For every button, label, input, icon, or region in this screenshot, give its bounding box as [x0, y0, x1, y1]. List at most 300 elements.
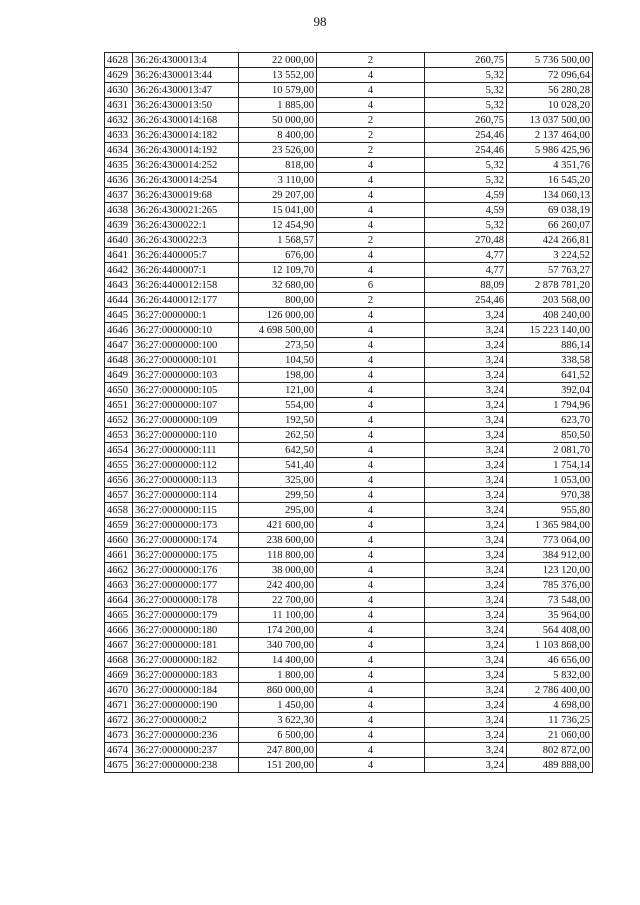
area-cell: 22 000,00	[239, 53, 317, 68]
rate-cell: 88,09	[425, 278, 507, 293]
rate-cell: 3,24	[425, 728, 507, 743]
rate-cell: 5,32	[425, 173, 507, 188]
group-cell: 4	[317, 413, 425, 428]
area-cell: 174 200,00	[239, 623, 317, 638]
cadastral-number-cell: 36:27:0000000:107	[133, 398, 239, 413]
group-cell: 2	[317, 233, 425, 248]
table-row	[105, 488, 593, 503]
rate-cell: 3,24	[425, 758, 507, 773]
row-number-cell: 4635	[105, 158, 133, 173]
cadastral-number-cell: 36:26:4300013:44	[133, 68, 239, 83]
rate-cell: 5,32	[425, 68, 507, 83]
area-cell: 242 400,00	[239, 578, 317, 593]
row-number-cell: 4657	[105, 488, 133, 503]
table-row	[105, 533, 593, 548]
cadastral-number-cell: 36:26:4400012:177	[133, 293, 239, 308]
row-number-cell: 4643	[105, 278, 133, 293]
cadastral-number-cell: 36:27:0000000:178	[133, 593, 239, 608]
rate-cell: 254,46	[425, 128, 507, 143]
cadastral-number-cell: 36:27:0000000:181	[133, 638, 239, 653]
table-row	[105, 293, 593, 308]
value-cell: 134 060,13	[507, 188, 593, 203]
cadastral-number-cell: 36:27:0000000:110	[133, 428, 239, 443]
rate-cell: 3,24	[425, 668, 507, 683]
cadastral-number-cell: 36:27:0000000:115	[133, 503, 239, 518]
area-cell: 554,00	[239, 398, 317, 413]
area-cell: 12 109,70	[239, 263, 317, 278]
rate-cell: 260,75	[425, 53, 507, 68]
cadastral-number-cell: 36:26:4400005:7	[133, 248, 239, 263]
area-cell: 1 885,00	[239, 98, 317, 113]
table-row	[105, 218, 593, 233]
rate-cell: 3,24	[425, 338, 507, 353]
rate-cell: 3,24	[425, 353, 507, 368]
group-cell: 4	[317, 158, 425, 173]
value-cell: 623,70	[507, 413, 593, 428]
cadastral-number-cell: 36:27:0000000:236	[133, 728, 239, 743]
area-cell: 15 041,00	[239, 203, 317, 218]
row-number-cell: 4645	[105, 308, 133, 323]
cadastral-number-cell: 36:26:4300014:254	[133, 173, 239, 188]
cadastral-number-cell: 36:27:0000000:2	[133, 713, 239, 728]
rate-cell: 3,24	[425, 548, 507, 563]
value-cell: 2 081,70	[507, 443, 593, 458]
group-cell: 4	[317, 398, 425, 413]
value-cell: 13 037 500,00	[507, 113, 593, 128]
area-cell: 818,00	[239, 158, 317, 173]
row-number-cell: 4674	[105, 743, 133, 758]
value-cell: 850,50	[507, 428, 593, 443]
table-row	[105, 398, 593, 413]
value-cell: 16 545,20	[507, 173, 593, 188]
cadastral-number-cell: 36:26:4300013:4	[133, 53, 239, 68]
row-number-cell: 4665	[105, 608, 133, 623]
value-cell: 5 832,00	[507, 668, 593, 683]
group-cell: 4	[317, 743, 425, 758]
rate-cell: 5,32	[425, 218, 507, 233]
cadastral-number-cell: 36:27:0000000:238	[133, 758, 239, 773]
rate-cell: 3,24	[425, 428, 507, 443]
cadastral-number-cell: 36:26:4300021:265	[133, 203, 239, 218]
row-number-cell: 4629	[105, 68, 133, 83]
table-row	[105, 83, 593, 98]
row-number-cell: 4646	[105, 323, 133, 338]
value-cell: 5 986 425,96	[507, 143, 593, 158]
area-cell: 126 000,00	[239, 308, 317, 323]
cadastral-number-cell: 36:26:4400012:158	[133, 278, 239, 293]
table-row	[105, 608, 593, 623]
area-cell: 325,00	[239, 473, 317, 488]
value-cell: 384 912,00	[507, 548, 593, 563]
area-cell: 860 000,00	[239, 683, 317, 698]
table-row	[105, 623, 593, 638]
cadastral-number-cell: 36:27:0000000:113	[133, 473, 239, 488]
area-cell: 295,00	[239, 503, 317, 518]
group-cell: 4	[317, 503, 425, 518]
value-cell: 72 096,64	[507, 68, 593, 83]
rate-cell: 3,24	[425, 578, 507, 593]
area-cell: 121,00	[239, 383, 317, 398]
row-number-cell: 4640	[105, 233, 133, 248]
table-row	[105, 113, 593, 128]
value-cell: 15 223 140,00	[507, 323, 593, 338]
cadastral-number-cell: 36:27:0000000:100	[133, 338, 239, 353]
table-row	[105, 728, 593, 743]
row-number-cell: 4675	[105, 758, 133, 773]
area-cell: 192,50	[239, 413, 317, 428]
area-cell: 3 622,30	[239, 713, 317, 728]
row-number-cell: 4649	[105, 368, 133, 383]
value-cell: 886,14	[507, 338, 593, 353]
group-cell: 4	[317, 218, 425, 233]
cadastral-number-cell: 36:27:0000000:174	[133, 533, 239, 548]
cadastral-number-cell: 36:27:0000000:105	[133, 383, 239, 398]
row-number-cell: 4669	[105, 668, 133, 683]
table-row	[105, 743, 593, 758]
row-number-cell: 4631	[105, 98, 133, 113]
value-cell: 5 736 500,00	[507, 53, 593, 68]
group-cell: 4	[317, 443, 425, 458]
group-cell: 4	[317, 728, 425, 743]
value-cell: 1 365 984,00	[507, 518, 593, 533]
row-number-cell: 4672	[105, 713, 133, 728]
cadastral-number-cell: 36:26:4300013:50	[133, 98, 239, 113]
group-cell: 2	[317, 113, 425, 128]
group-cell: 4	[317, 563, 425, 578]
rate-cell: 3,24	[425, 593, 507, 608]
table-row	[105, 668, 593, 683]
row-number-cell: 4650	[105, 383, 133, 398]
value-cell: 4 351,76	[507, 158, 593, 173]
row-number-cell: 4634	[105, 143, 133, 158]
area-cell: 3 110,00	[239, 173, 317, 188]
row-number-cell: 4671	[105, 698, 133, 713]
row-number-cell: 4632	[105, 113, 133, 128]
area-cell: 262,50	[239, 428, 317, 443]
area-cell: 238 600,00	[239, 533, 317, 548]
rate-cell: 3,24	[425, 698, 507, 713]
cadastral-number-cell: 36:27:0000000:175	[133, 548, 239, 563]
table-row	[105, 173, 593, 188]
value-cell: 2 137 464,00	[507, 128, 593, 143]
area-cell: 273,50	[239, 338, 317, 353]
table-row	[105, 278, 593, 293]
area-cell: 12 454,90	[239, 218, 317, 233]
row-number-cell: 4636	[105, 173, 133, 188]
value-cell: 3 224,52	[507, 248, 593, 263]
value-cell: 46 656,00	[507, 653, 593, 668]
group-cell: 4	[317, 578, 425, 593]
group-cell: 2	[317, 53, 425, 68]
cadastral-number-cell: 36:26:4300014:168	[133, 113, 239, 128]
table-row	[105, 203, 593, 218]
rate-cell: 3,24	[425, 518, 507, 533]
group-cell: 4	[317, 473, 425, 488]
area-cell: 23 526,00	[239, 143, 317, 158]
value-cell: 1 053,00	[507, 473, 593, 488]
row-number-cell: 4648	[105, 353, 133, 368]
area-cell: 38 000,00	[239, 563, 317, 578]
group-cell: 4	[317, 353, 425, 368]
row-number-cell: 4642	[105, 263, 133, 278]
cadastral-number-cell: 36:27:0000000:103	[133, 368, 239, 383]
rate-cell: 3,24	[425, 383, 507, 398]
rate-cell: 5,32	[425, 83, 507, 98]
value-cell: 773 064,00	[507, 533, 593, 548]
group-cell: 4	[317, 248, 425, 263]
area-cell: 29 207,00	[239, 188, 317, 203]
table-row	[105, 638, 593, 653]
table-row	[105, 698, 593, 713]
table-row	[105, 458, 593, 473]
group-cell: 4	[317, 638, 425, 653]
rate-cell: 3,24	[425, 413, 507, 428]
table-row	[105, 653, 593, 668]
row-number-cell: 4667	[105, 638, 133, 653]
row-number-cell: 4658	[105, 503, 133, 518]
cadastral-number-cell: 36:27:0000000:112	[133, 458, 239, 473]
table-row	[105, 758, 593, 773]
rate-cell: 3,24	[425, 653, 507, 668]
value-cell: 73 548,00	[507, 593, 593, 608]
group-cell: 4	[317, 623, 425, 638]
cadastral-number-cell: 36:27:0000000:10	[133, 323, 239, 338]
row-number-cell: 4666	[105, 623, 133, 638]
cadastral-number-cell: 36:26:4300022:3	[133, 233, 239, 248]
rate-cell: 260,75	[425, 113, 507, 128]
rate-cell: 4,77	[425, 263, 507, 278]
group-cell: 4	[317, 758, 425, 773]
page-number: 98	[313, 14, 327, 29]
table-row	[105, 338, 593, 353]
group-cell: 4	[317, 188, 425, 203]
area-cell: 13 552,00	[239, 68, 317, 83]
area-cell: 11 100,00	[239, 608, 317, 623]
rate-cell: 3,24	[425, 473, 507, 488]
table-row	[105, 473, 593, 488]
rate-cell: 3,24	[425, 323, 507, 338]
cadastral-number-cell: 36:26:4300019:68	[133, 188, 239, 203]
value-cell: 35 964,00	[507, 608, 593, 623]
group-cell: 4	[317, 308, 425, 323]
table-row	[105, 353, 593, 368]
row-number-cell: 4628	[105, 53, 133, 68]
table-row	[105, 233, 593, 248]
value-cell: 564 408,00	[507, 623, 593, 638]
table-row	[105, 263, 593, 278]
cadastral-number-cell: 36:27:0000000:101	[133, 353, 239, 368]
area-cell: 1 568,57	[239, 233, 317, 248]
area-cell: 32 680,00	[239, 278, 317, 293]
value-cell: 2 878 781,20	[507, 278, 593, 293]
group-cell: 4	[317, 323, 425, 338]
table-row	[105, 593, 593, 608]
area-cell: 642,50	[239, 443, 317, 458]
row-number-cell: 4633	[105, 128, 133, 143]
area-cell: 676,00	[239, 248, 317, 263]
cadastral-number-cell: 36:26:4300014:192	[133, 143, 239, 158]
row-number-cell: 4641	[105, 248, 133, 263]
cadastral-number-cell: 36:26:4300014:252	[133, 158, 239, 173]
row-number-cell: 4644	[105, 293, 133, 308]
rate-cell: 4,59	[425, 188, 507, 203]
value-cell: 641,52	[507, 368, 593, 383]
table-row	[105, 308, 593, 323]
area-cell: 1 450,00	[239, 698, 317, 713]
row-number-cell: 4661	[105, 548, 133, 563]
table-row	[105, 683, 593, 698]
group-cell: 2	[317, 293, 425, 308]
row-number-cell: 4670	[105, 683, 133, 698]
value-cell: 56 280,28	[507, 83, 593, 98]
value-cell: 4 698,00	[507, 698, 593, 713]
group-cell: 4	[317, 518, 425, 533]
value-cell: 408 240,00	[507, 308, 593, 323]
rate-cell: 3,24	[425, 638, 507, 653]
group-cell: 4	[317, 533, 425, 548]
cadastral-number-cell: 36:26:4300013:47	[133, 83, 239, 98]
rate-cell: 254,46	[425, 293, 507, 308]
rate-cell: 254,46	[425, 143, 507, 158]
row-number-cell: 4637	[105, 188, 133, 203]
value-cell: 489 888,00	[507, 758, 593, 773]
rate-cell: 3,24	[425, 683, 507, 698]
group-cell: 4	[317, 488, 425, 503]
value-cell: 338,58	[507, 353, 593, 368]
rate-cell: 4,59	[425, 203, 507, 218]
table-row	[105, 443, 593, 458]
row-number-cell: 4647	[105, 338, 133, 353]
table-row	[105, 578, 593, 593]
group-cell: 6	[317, 278, 425, 293]
group-cell: 4	[317, 713, 425, 728]
rate-cell: 3,24	[425, 308, 507, 323]
value-cell: 66 260,07	[507, 218, 593, 233]
value-cell: 1 754,14	[507, 458, 593, 473]
cadastral-number-cell: 36:26:4300014:182	[133, 128, 239, 143]
cadastral-number-cell: 36:27:0000000:176	[133, 563, 239, 578]
group-cell: 4	[317, 668, 425, 683]
table-row	[105, 413, 593, 428]
area-cell: 22 700,00	[239, 593, 317, 608]
area-cell: 247 800,00	[239, 743, 317, 758]
value-cell: 203 568,00	[507, 293, 593, 308]
rate-cell: 3,24	[425, 368, 507, 383]
area-cell: 50 000,00	[239, 113, 317, 128]
group-cell: 4	[317, 608, 425, 623]
group-cell: 2	[317, 143, 425, 158]
area-cell: 1 800,00	[239, 668, 317, 683]
row-number-cell: 4664	[105, 593, 133, 608]
table-row	[105, 368, 593, 383]
table-row	[105, 503, 593, 518]
row-number-cell: 4668	[105, 653, 133, 668]
table-row	[105, 248, 593, 263]
group-cell: 2	[317, 128, 425, 143]
cadastral-number-cell: 36:27:0000000:182	[133, 653, 239, 668]
group-cell: 4	[317, 548, 425, 563]
value-cell: 21 060,00	[507, 728, 593, 743]
row-number-cell: 4660	[105, 533, 133, 548]
cadastral-number-cell: 36:26:4400007:1	[133, 263, 239, 278]
row-number-cell: 4655	[105, 458, 133, 473]
table-row	[105, 143, 593, 158]
group-cell: 4	[317, 683, 425, 698]
cadastral-number-cell: 36:27:0000000:179	[133, 608, 239, 623]
area-cell: 8 400,00	[239, 128, 317, 143]
group-cell: 4	[317, 593, 425, 608]
cadastral-number-cell: 36:27:0000000:184	[133, 683, 239, 698]
value-cell: 11 736,25	[507, 713, 593, 728]
value-cell: 955,80	[507, 503, 593, 518]
cadastral-number-cell: 36:27:0000000:190	[133, 698, 239, 713]
group-cell: 4	[317, 458, 425, 473]
rate-cell: 3,24	[425, 443, 507, 458]
area-cell: 541,40	[239, 458, 317, 473]
rate-cell: 3,24	[425, 458, 507, 473]
table-row	[105, 428, 593, 443]
group-cell: 4	[317, 68, 425, 83]
value-cell: 2 786 400,00	[507, 683, 593, 698]
cadastral-number-cell: 36:27:0000000:109	[133, 413, 239, 428]
area-cell: 6 500,00	[239, 728, 317, 743]
table-row	[105, 563, 593, 578]
table-row	[105, 188, 593, 203]
row-number-cell: 4654	[105, 443, 133, 458]
rate-cell: 5,32	[425, 98, 507, 113]
cadastral-number-cell: 36:27:0000000:1	[133, 308, 239, 323]
value-cell: 785 376,00	[507, 578, 593, 593]
value-cell: 424 266,81	[507, 233, 593, 248]
rate-cell: 3,24	[425, 743, 507, 758]
area-cell: 198,00	[239, 368, 317, 383]
table-row	[105, 323, 593, 338]
table-row	[105, 98, 593, 113]
rate-cell: 3,24	[425, 623, 507, 638]
table-body	[105, 53, 593, 773]
rate-cell: 3,24	[425, 503, 507, 518]
rate-cell: 3,24	[425, 398, 507, 413]
row-number-cell: 4638	[105, 203, 133, 218]
value-cell: 10 028,20	[507, 98, 593, 113]
group-cell: 4	[317, 698, 425, 713]
rate-cell: 3,24	[425, 713, 507, 728]
area-cell: 151 200,00	[239, 758, 317, 773]
group-cell: 4	[317, 383, 425, 398]
row-number-cell: 4652	[105, 413, 133, 428]
cadastral-number-cell: 36:27:0000000:183	[133, 668, 239, 683]
value-cell: 802 872,00	[507, 743, 593, 758]
table-row	[105, 158, 593, 173]
group-cell: 4	[317, 428, 425, 443]
rate-cell: 5,32	[425, 158, 507, 173]
area-cell: 299,50	[239, 488, 317, 503]
table-row	[105, 548, 593, 563]
group-cell: 4	[317, 338, 425, 353]
cadastral-number-cell: 36:27:0000000:177	[133, 578, 239, 593]
group-cell: 4	[317, 173, 425, 188]
rate-cell: 3,24	[425, 563, 507, 578]
row-number-cell: 4653	[105, 428, 133, 443]
cadastral-table	[104, 52, 593, 773]
rate-cell: 3,24	[425, 533, 507, 548]
value-cell: 69 038,19	[507, 203, 593, 218]
rate-cell: 3,24	[425, 488, 507, 503]
value-cell: 1 794,96	[507, 398, 593, 413]
area-cell: 4 698 500,00	[239, 323, 317, 338]
cadastral-number-cell: 36:27:0000000:180	[133, 623, 239, 638]
rate-cell: 3,24	[425, 608, 507, 623]
